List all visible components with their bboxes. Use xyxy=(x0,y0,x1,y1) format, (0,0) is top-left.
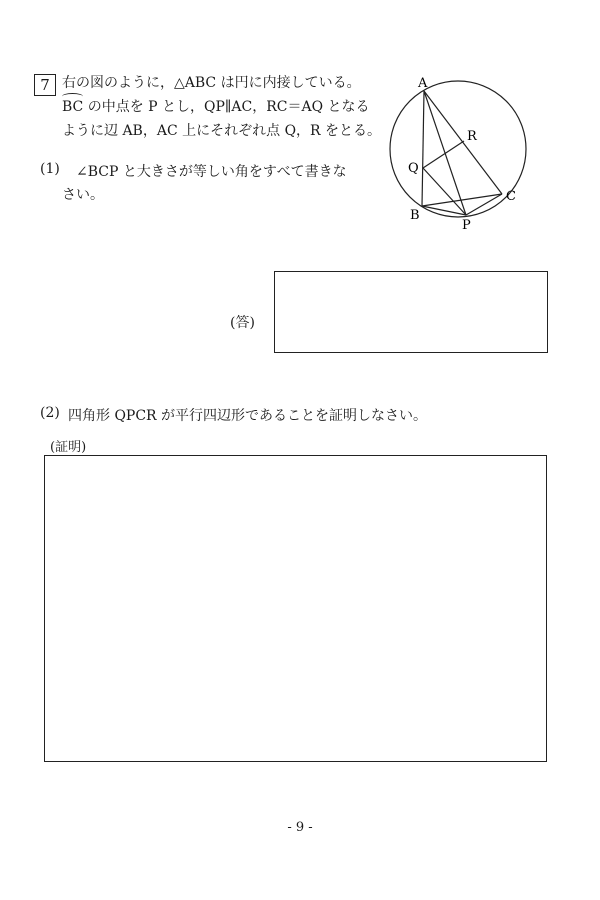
part1-label: (1) xyxy=(40,161,60,177)
segment-ac xyxy=(424,91,502,194)
segment-ab xyxy=(422,91,424,206)
point-c-label: C xyxy=(506,189,516,204)
part1-text-line-2: さい。 xyxy=(62,187,104,203)
proof-box[interactable] xyxy=(44,455,547,762)
intro-line-2-rest: の中点を P とし，QP∥AC，RC＝AQ となる xyxy=(83,99,370,115)
problem-number: 7 xyxy=(34,74,56,96)
proof-label: (証明) xyxy=(50,440,87,455)
part2-text: 四角形 QPCR が平行四辺形であることを証明しなさい。 xyxy=(68,408,428,424)
point-a-label: A xyxy=(418,76,428,91)
point-b-label: B xyxy=(410,208,420,223)
arc-bc xyxy=(62,96,83,118)
point-r-label: R xyxy=(467,129,477,144)
segment-qr xyxy=(423,141,464,168)
page-number: - 9 - xyxy=(287,820,313,835)
answer-box[interactable] xyxy=(274,271,548,353)
part2-label: (2) xyxy=(40,405,60,421)
intro-line-3: ように辺 AB，AC 上にそれぞれ点 Q，R をとる。 xyxy=(62,123,382,139)
intro-line-2 xyxy=(62,96,370,118)
part1-text-line-1: ∠BCP と大きさが等しい角をすべて書きな xyxy=(76,164,347,180)
point-p-label: P xyxy=(462,218,471,233)
intro-line-1: 右の図のように，△ABC は円に内接している。 xyxy=(62,75,361,91)
point-q-label: Q xyxy=(408,161,419,176)
arc-bc-label: BC xyxy=(62,99,84,115)
geometry-figure xyxy=(380,72,540,242)
arc-mark-icon xyxy=(62,93,83,100)
answer-label: (答) xyxy=(230,315,255,331)
